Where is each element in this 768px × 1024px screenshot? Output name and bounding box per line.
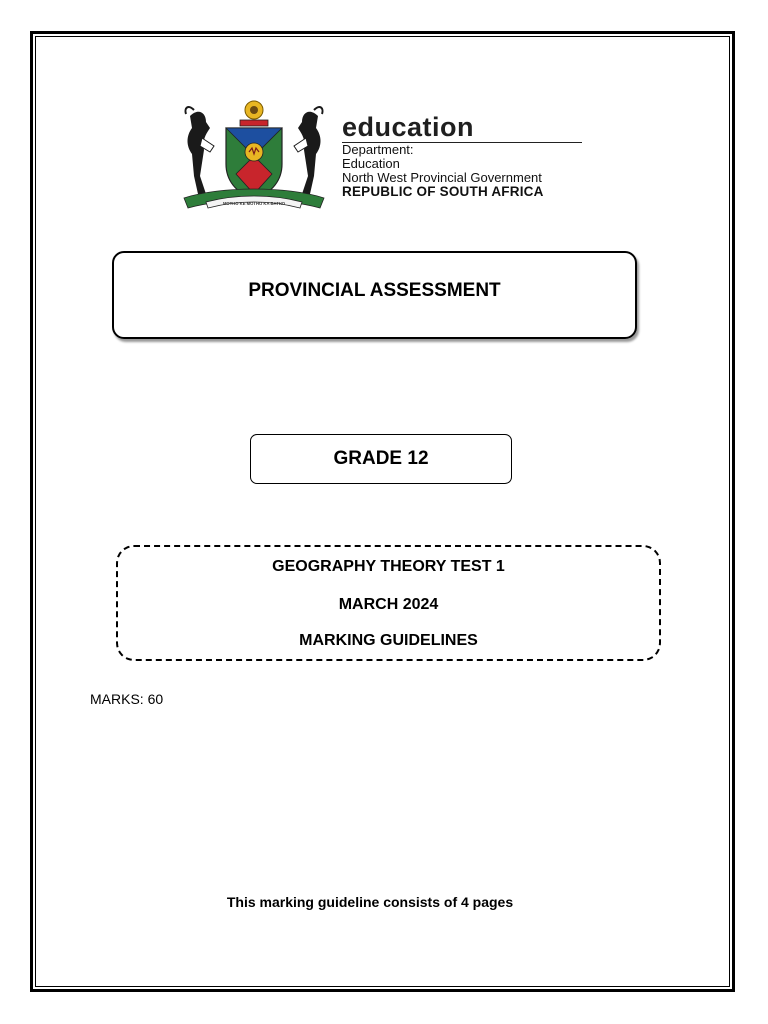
page-count-note: This marking guideline consists of 4 pages xyxy=(226,894,514,910)
department-logo-text xyxy=(342,112,587,199)
department-name: Education xyxy=(342,156,400,171)
subject-details-box xyxy=(116,545,661,661)
svg-text:MOTHO KE MOTHO KA BATHO: MOTHO KE MOTHO KA BATHO xyxy=(222,201,286,206)
grade-label: GRADE 12 xyxy=(333,448,429,469)
grade-box xyxy=(250,434,512,484)
education-wordmark: education xyxy=(342,112,475,142)
coat-of-arms-emblem xyxy=(180,98,328,214)
provincial-government: North West Provincial Government xyxy=(342,170,542,185)
country-name: REPUBLIC OF SOUTH AFRICA xyxy=(342,184,544,199)
total-marks: MARKS: 60 xyxy=(90,691,164,707)
department-label: Department: xyxy=(342,142,414,157)
subject-title: GEOGRAPHY THEORY TEST 1 xyxy=(272,558,505,575)
provincial-assessment-box xyxy=(112,251,637,339)
document-type: MARKING GUIDELINES xyxy=(299,632,478,649)
assessment-title: PROVINCIAL ASSESSMENT xyxy=(248,280,501,301)
exam-date: MARCH 2024 xyxy=(338,596,439,613)
